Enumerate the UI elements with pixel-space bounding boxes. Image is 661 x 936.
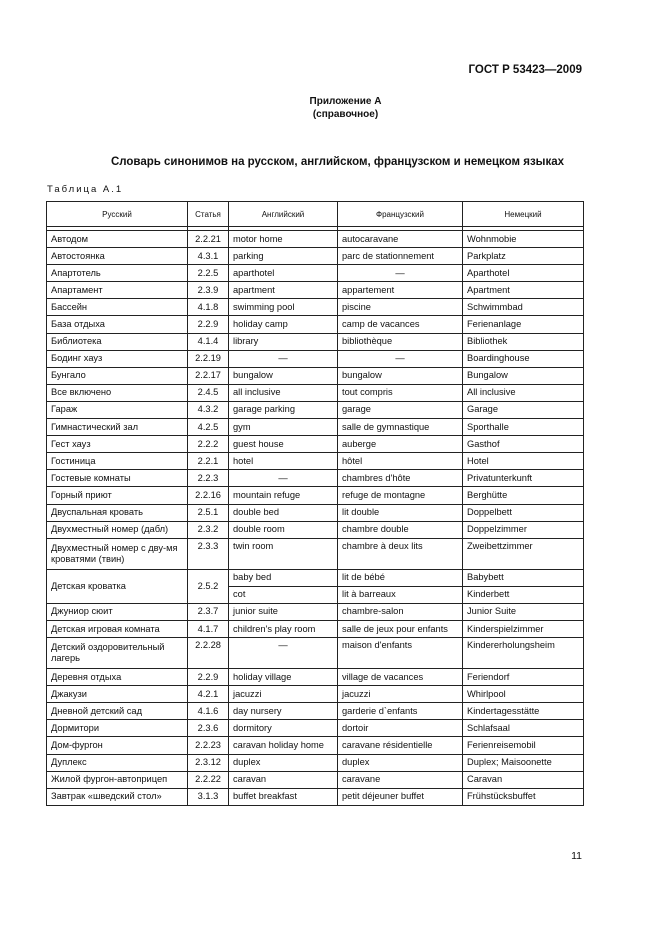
cell-english: day nursery bbox=[229, 703, 338, 720]
cell-german: Zweibettzimmer bbox=[463, 538, 584, 569]
cell-article: 4.1.7 bbox=[188, 620, 229, 637]
cell-english: motor home bbox=[229, 231, 338, 248]
cell-russian: Детская кроватка bbox=[47, 569, 188, 603]
cell-english: swimming pool bbox=[229, 299, 338, 316]
cell-german: Sporthalle bbox=[463, 419, 584, 436]
cell-russian: Все включено bbox=[47, 384, 188, 401]
cell-german: Gasthof bbox=[463, 436, 584, 453]
cell-french: duplex bbox=[338, 754, 463, 771]
column-header-article: Статья bbox=[188, 202, 229, 227]
table-label: Таблица А.1 bbox=[47, 184, 124, 195]
table-row bbox=[47, 504, 584, 521]
cell-french: jacuzzi bbox=[338, 686, 463, 703]
cell-french: piscine bbox=[338, 299, 463, 316]
cell-german: Junior Suite bbox=[463, 603, 584, 620]
cell-english: parking bbox=[229, 248, 338, 265]
table-row bbox=[47, 350, 584, 367]
cell-russian: Апартотель bbox=[47, 265, 188, 282]
cell-russian: Завтрак «шведский стол» bbox=[47, 788, 188, 805]
cell-english: children's play room bbox=[229, 620, 338, 637]
cell-german: Frühstücksbuffet bbox=[463, 788, 584, 805]
table-body bbox=[47, 227, 584, 806]
column-header-english: Английский bbox=[229, 202, 338, 227]
cell-russian: Дневной детский сад bbox=[47, 703, 188, 720]
cell-russian: Автостоянка bbox=[47, 248, 188, 265]
cell-english: holiday camp bbox=[229, 316, 338, 333]
cell-article: 4.1.4 bbox=[188, 333, 229, 350]
cell-article: 4.1.6 bbox=[188, 703, 229, 720]
cell-russian: Горный приют bbox=[47, 487, 188, 504]
cell-french: hôtel bbox=[338, 453, 463, 470]
table-row bbox=[47, 436, 584, 453]
cell-german: Doppelbett bbox=[463, 504, 584, 521]
cell-english: baby bed bbox=[229, 569, 338, 586]
cell-english: holiday village bbox=[229, 669, 338, 686]
table-row bbox=[47, 231, 584, 248]
cell-russian: Гараж bbox=[47, 401, 188, 418]
cell-french: auberge bbox=[338, 436, 463, 453]
cell-article: 2.2.2 bbox=[188, 436, 229, 453]
cell-russian: Джуниор сюит bbox=[47, 603, 188, 620]
table-row bbox=[47, 384, 584, 401]
table-row bbox=[47, 453, 584, 470]
cell-russian: Гест хауз bbox=[47, 436, 188, 453]
cell-article: 2.2.9 bbox=[188, 669, 229, 686]
cell-article: 4.1.8 bbox=[188, 299, 229, 316]
cell-article: 2.3.3 bbox=[188, 538, 229, 569]
cell-russian: Гимнастический зал bbox=[47, 419, 188, 436]
cell-article: 2.3.12 bbox=[188, 754, 229, 771]
cell-german: Kinderspielzimmer bbox=[463, 620, 584, 637]
cell-article: 2.2.17 bbox=[188, 367, 229, 384]
table-row bbox=[47, 754, 584, 771]
cell-russian: Двухместный номер (дабл) bbox=[47, 521, 188, 538]
cell-german: Parkplatz bbox=[463, 248, 584, 265]
synonyms-table bbox=[46, 201, 584, 806]
cell-french: dortoir bbox=[338, 720, 463, 737]
cell-german: Aparthotel bbox=[463, 265, 584, 282]
cell-german: Feriendorf bbox=[463, 669, 584, 686]
cell-article: 2.2.3 bbox=[188, 470, 229, 487]
table-row bbox=[47, 419, 584, 436]
cell-english: cot bbox=[229, 586, 338, 603]
cell-article: 4.3.2 bbox=[188, 401, 229, 418]
cell-article: 4.2.1 bbox=[188, 686, 229, 703]
cell-german: Caravan bbox=[463, 771, 584, 788]
table-header-row bbox=[47, 202, 584, 227]
cell-english: double room bbox=[229, 521, 338, 538]
cell-french: village de vacances bbox=[338, 669, 463, 686]
cell-english: — bbox=[229, 470, 338, 487]
cell-article: 2.2.22 bbox=[188, 771, 229, 788]
cell-article: 4.2.5 bbox=[188, 419, 229, 436]
table-row bbox=[47, 401, 584, 418]
table-row bbox=[47, 737, 584, 754]
table-row bbox=[47, 282, 584, 299]
cell-french: tout compris bbox=[338, 384, 463, 401]
cell-english: twin room bbox=[229, 538, 338, 569]
cell-english: hotel bbox=[229, 453, 338, 470]
cell-russian: Автодом bbox=[47, 231, 188, 248]
annex-title: Приложение А bbox=[309, 96, 382, 107]
cell-english: guest house bbox=[229, 436, 338, 453]
table-row bbox=[47, 603, 584, 620]
cell-russian: Двуспальная кровать bbox=[47, 504, 188, 521]
cell-german: Schwimmbad bbox=[463, 299, 584, 316]
cell-russian: Бодинг хауз bbox=[47, 350, 188, 367]
cell-article: 2.5.2 bbox=[188, 569, 229, 603]
cell-french: appartement bbox=[338, 282, 463, 299]
cell-french: salle de jeux pour enfants bbox=[338, 620, 463, 637]
cell-german: Ferienreisemobil bbox=[463, 737, 584, 754]
annex-note: (справочное) bbox=[312, 109, 379, 120]
table-row bbox=[47, 521, 584, 538]
cell-german: Berghütte bbox=[463, 487, 584, 504]
cell-french: lit de bébé bbox=[338, 569, 463, 586]
cell-article: 2.2.19 bbox=[188, 350, 229, 367]
cell-article: 2.4.5 bbox=[188, 384, 229, 401]
cell-german: Privatunterkunft bbox=[463, 470, 584, 487]
cell-english: caravan bbox=[229, 771, 338, 788]
cell-english: caravan holiday home bbox=[229, 737, 338, 754]
cell-french: — bbox=[338, 350, 463, 367]
cell-english: library bbox=[229, 333, 338, 350]
cell-russian: Бунгало bbox=[47, 367, 188, 384]
cell-english: aparthotel bbox=[229, 265, 338, 282]
table-row bbox=[47, 788, 584, 805]
table-row bbox=[47, 669, 584, 686]
cell-french: chambre-salon bbox=[338, 603, 463, 620]
cell-german: Kindererholungsheim bbox=[463, 638, 584, 669]
cell-article: 2.2.16 bbox=[188, 487, 229, 504]
cell-russian: Деревня отдыха bbox=[47, 669, 188, 686]
cell-french: caravane résidentielle bbox=[338, 737, 463, 754]
cell-french: lit à barreaux bbox=[338, 586, 463, 603]
cell-english: mountain refuge bbox=[229, 487, 338, 504]
column-header-french: Французский bbox=[338, 202, 463, 227]
cell-russian: Двухместный номер с дву-мя кроватями (твин) bbox=[47, 538, 188, 569]
table-row bbox=[47, 771, 584, 788]
cell-french: chambres d'hôte bbox=[338, 470, 463, 487]
cell-french: bungalow bbox=[338, 367, 463, 384]
cell-french: garage bbox=[338, 401, 463, 418]
cell-german: Kindertagesstätte bbox=[463, 703, 584, 720]
table-row bbox=[47, 265, 584, 282]
cell-article: 2.5.1 bbox=[188, 504, 229, 521]
cell-german: Schlafsaal bbox=[463, 720, 584, 737]
cell-article: 4.3.1 bbox=[188, 248, 229, 265]
cell-russian: Гостиница bbox=[47, 453, 188, 470]
cell-article: 2.3.7 bbox=[188, 603, 229, 620]
cell-article: 2.2.5 bbox=[188, 265, 229, 282]
cell-russian: Библиотека bbox=[47, 333, 188, 350]
cell-german: Kinderbett bbox=[463, 586, 584, 603]
document-title: Словарь синонимов на русском, английском, французском и немецком языках bbox=[110, 156, 565, 168]
cell-german: Hotel bbox=[463, 453, 584, 470]
cell-article: 3.1.3 bbox=[188, 788, 229, 805]
cell-russian: Джакузи bbox=[47, 686, 188, 703]
cell-english: — bbox=[229, 638, 338, 669]
cell-french: — bbox=[338, 265, 463, 282]
column-header-russian: Русский bbox=[47, 202, 188, 227]
table-row bbox=[47, 316, 584, 333]
standard-number: ГОСТ Р 53423—2009 bbox=[468, 64, 582, 76]
cell-english: double bed bbox=[229, 504, 338, 521]
cell-russian: Дуплекс bbox=[47, 754, 188, 771]
cell-russian: Гостевые комнаты bbox=[47, 470, 188, 487]
cell-german: Babybett bbox=[463, 569, 584, 586]
cell-german: Bibliothek bbox=[463, 333, 584, 350]
column-header-german: Немецкий bbox=[463, 202, 584, 227]
table-row bbox=[47, 703, 584, 720]
table-row bbox=[47, 538, 584, 569]
cell-russian: Дом-фургон bbox=[47, 737, 188, 754]
cell-russian: Детский оздоровительный лагерь bbox=[47, 638, 188, 669]
cell-french: petit déjeuner buffet bbox=[338, 788, 463, 805]
cell-german: Wohnmobie bbox=[463, 231, 584, 248]
cell-german: All inclusive bbox=[463, 384, 584, 401]
cell-french: salle de gymnastique bbox=[338, 419, 463, 436]
table-row bbox=[47, 470, 584, 487]
cell-german: Bungalow bbox=[463, 367, 584, 384]
table-row bbox=[47, 720, 584, 737]
cell-french: lit double bbox=[338, 504, 463, 521]
table-row bbox=[47, 569, 584, 586]
cell-article: 2.3.9 bbox=[188, 282, 229, 299]
cell-russian: Апартамент bbox=[47, 282, 188, 299]
cell-russian: Бассейн bbox=[47, 299, 188, 316]
cell-english: gym bbox=[229, 419, 338, 436]
cell-article: 2.3.6 bbox=[188, 720, 229, 737]
cell-russian: Жилой фургон-автоприцеп bbox=[47, 771, 188, 788]
cell-russian: Детская игровая комната bbox=[47, 620, 188, 637]
cell-french: chambre double bbox=[338, 521, 463, 538]
cell-english: garage parking bbox=[229, 401, 338, 418]
table-row bbox=[47, 686, 584, 703]
cell-english: dormitory bbox=[229, 720, 338, 737]
cell-article: 2.2.23 bbox=[188, 737, 229, 754]
cell-english: duplex bbox=[229, 754, 338, 771]
cell-french: caravane bbox=[338, 771, 463, 788]
cell-french: camp de vacances bbox=[338, 316, 463, 333]
cell-article: 2.2.21 bbox=[188, 231, 229, 248]
cell-russian: База отдыха bbox=[47, 316, 188, 333]
cell-english: apartment bbox=[229, 282, 338, 299]
cell-english: — bbox=[229, 350, 338, 367]
page-number: 11 bbox=[571, 850, 582, 862]
cell-french: garderie d`enfants bbox=[338, 703, 463, 720]
cell-english: jacuzzi bbox=[229, 686, 338, 703]
cell-english: buffet breakfast bbox=[229, 788, 338, 805]
cell-french: refuge de montagne bbox=[338, 487, 463, 504]
cell-german: Apartment bbox=[463, 282, 584, 299]
table-row bbox=[47, 620, 584, 637]
table-row bbox=[47, 487, 584, 504]
cell-french: autocaravane bbox=[338, 231, 463, 248]
table-row bbox=[47, 248, 584, 265]
cell-german: Duplex; Maisoonette bbox=[463, 754, 584, 771]
cell-english: bungalow bbox=[229, 367, 338, 384]
table-row bbox=[47, 299, 584, 316]
cell-german: Garage bbox=[463, 401, 584, 418]
cell-english: junior suite bbox=[229, 603, 338, 620]
cell-article: 2.2.28 bbox=[188, 638, 229, 669]
cell-german: Whirlpool bbox=[463, 686, 584, 703]
cell-french: chambre à deux lits bbox=[338, 538, 463, 569]
cell-english: all inclusive bbox=[229, 384, 338, 401]
cell-german: Boardinghouse bbox=[463, 350, 584, 367]
table-row bbox=[47, 367, 584, 384]
cell-russian: Дормитори bbox=[47, 720, 188, 737]
cell-french: parc de stationnement bbox=[338, 248, 463, 265]
cell-french: bibliothèque bbox=[338, 333, 463, 350]
table-row bbox=[47, 638, 584, 669]
cell-german: Ferienanlage bbox=[463, 316, 584, 333]
cell-german: Doppelzimmer bbox=[463, 521, 584, 538]
cell-french: maison d'enfants bbox=[338, 638, 463, 669]
cell-article: 2.2.9 bbox=[188, 316, 229, 333]
annex-heading bbox=[0, 95, 661, 121]
cell-article: 2.3.2 bbox=[188, 521, 229, 538]
table-row bbox=[47, 333, 584, 350]
cell-article: 2.2.1 bbox=[188, 453, 229, 470]
